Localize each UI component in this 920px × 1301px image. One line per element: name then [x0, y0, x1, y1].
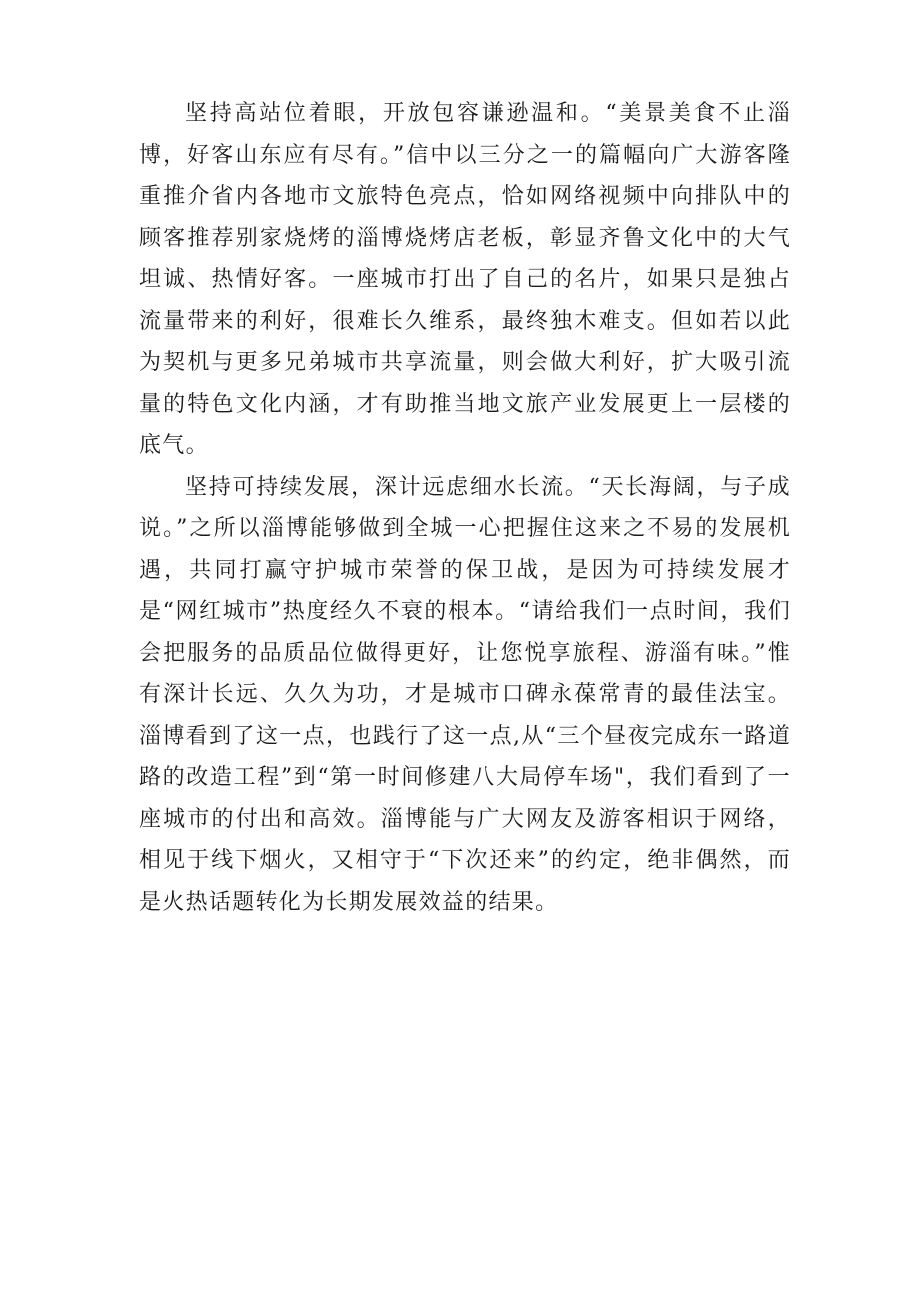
document-body	[139, 93, 791, 923]
paragraph-2: 坚持可持续发展，深计远虑细水长流。“天长海阔，与子成说。”之所以淄博能够做到全城一心把握住这来之不易的发展机遇，共同打赢守护城市荣誉的保卫战，是因为可持续发展才是“网红城市”热度经久不衰的根本。“请给我们一点时间，我们会把服务的品质品位做得更好，让您悦享旅程、游淄有味。”惟有深计长远、久久为功，才是城市口碑永葆常青的最佳法宝。淄博看到了这一点，也践行了这一点,从“三个昼夜完成东一路道路的改造工程”到“第一时间修建八大局停车场"，我们看到了一座城市的付出和高效。淄博能与广大网友及游客相识于网络，相见于线下烟火，又相守于“下次还来”的约定，绝非偶然，而是火热话题转化为长期发展效益的结果。	[139, 474, 791, 915]
paragraph-1: 坚持高站位着眼，开放包容谦逊温和。“美景美食不止淄博，好客山东应有尽有。”信中以三分之一的篇幅向广大游客隆重推介省内各地市文旅特色亮点，恰如网络视频中向排队中的顾客推荐别家烧烤的淄博烧烤店老板，彰显齐鲁文化中的大气坦诚、热情好客。一座城市打出了自己的名片，如果只是独占流量带来的利好，很难长久维系，最终独木难支。但如若以此为契机与更多兄弟城市共享流量，则会做大利好，扩大吸引流量的特色文化内涵，才有助推当地文旅产业发展更上一层楼的底气。	[139, 101, 791, 458]
